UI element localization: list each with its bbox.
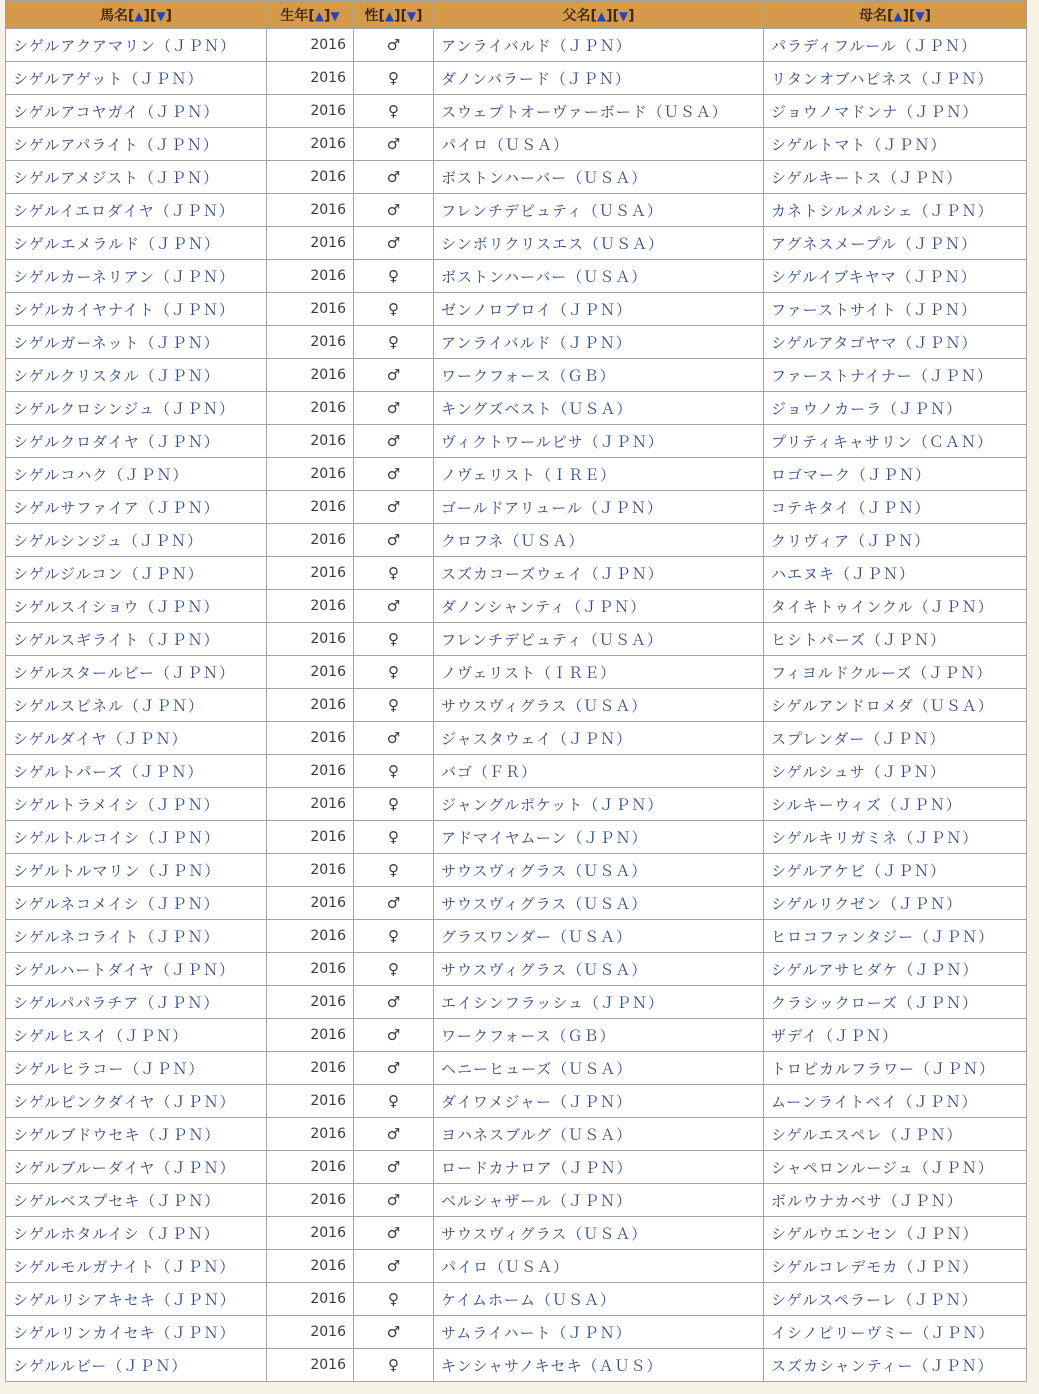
table-row xyxy=(6,95,1027,128)
birth-year: 2016 xyxy=(267,788,354,821)
sex-symbol: ♂ xyxy=(354,1019,434,1052)
birth-year: 2016 xyxy=(267,1250,354,1283)
sire-name-link[interactable]: ボストンハーバー（ＵＳＡ） xyxy=(434,161,764,194)
sire-name-link[interactable]: ケイムホーム（ＵＳＡ） xyxy=(434,1283,764,1316)
birth-year: 2016 xyxy=(267,854,354,887)
birth-year: 2016 xyxy=(267,95,354,128)
birth-year: 2016 xyxy=(267,128,354,161)
sire-name-link[interactable]: ヘニーヒューズ（ＵＳＡ） xyxy=(434,1052,764,1085)
birth-year: 2016 xyxy=(267,755,354,788)
col-header-sire-name: 父名[▲][▼] xyxy=(434,1,764,29)
horse-name-link[interactable]: シゲルヒスイ（ＪＰＮ） xyxy=(6,1019,267,1052)
table-row xyxy=(6,1217,1027,1250)
table-row xyxy=(6,458,1027,491)
sex-symbol: ♀ xyxy=(354,1349,434,1382)
sex-symbol: ♂ xyxy=(354,161,434,194)
table-row xyxy=(6,62,1027,95)
horse-name-link[interactable]: シゲルアパライト（ＪＰＮ） xyxy=(6,128,267,161)
table-row xyxy=(6,656,1027,689)
birth-year: 2016 xyxy=(267,1217,354,1250)
table-row xyxy=(6,491,1027,524)
table-row xyxy=(6,920,1027,953)
sort-desc-birth-year[interactable]: ▼ xyxy=(330,8,340,23)
col-header-sex: 性[▲][▼] xyxy=(354,1,434,29)
horse-name-link[interactable]: シゲルホタルイシ（ＪＰＮ） xyxy=(6,1217,267,1250)
birth-year: 2016 xyxy=(267,62,354,95)
sire-name-link[interactable]: ダイワメジャー（ＪＰＮ） xyxy=(434,1085,764,1118)
dam-name-link[interactable]: ヒロコファンタジー（ＪＰＮ） xyxy=(764,920,1027,953)
sire-name-link[interactable]: ダノンシャンティ（ＪＰＮ） xyxy=(434,590,764,623)
sire-name-link[interactable]: サウスヴィグラス（ＵＳＡ） xyxy=(434,953,764,986)
birth-year: 2016 xyxy=(267,887,354,920)
table-row xyxy=(6,128,1027,161)
horse-name-link[interactable]: シゲルヒラコー（ＪＰＮ） xyxy=(6,1052,267,1085)
table-row xyxy=(6,986,1027,1019)
birth-year: 2016 xyxy=(267,1349,354,1382)
dam-name-link[interactable]: シゲルキートス（ＪＰＮ） xyxy=(764,161,1027,194)
dam-name-link[interactable]: トロピカルフラワー（ＪＰＮ） xyxy=(764,1052,1027,1085)
dam-name-link[interactable]: スズカシャンティー（ＪＰＮ） xyxy=(764,1349,1027,1382)
sex-symbol: ♂ xyxy=(354,1118,434,1151)
birth-year: 2016 xyxy=(267,1283,354,1316)
sire-name-link[interactable]: ワークフォース（ＧＢ） xyxy=(434,1019,764,1052)
horse-name-link[interactable]: シゲルスギライト（ＪＰＮ） xyxy=(6,623,267,656)
dam-name-link[interactable]: タイキトゥインクル（ＪＰＮ） xyxy=(764,590,1027,623)
sex-symbol: ♂ xyxy=(354,227,434,260)
birth-year: 2016 xyxy=(267,491,354,524)
horse-name-link[interactable]: シゲルピンクダイヤ（ＪＰＮ） xyxy=(6,1085,267,1118)
horse-name-link[interactable]: シゲルガーネット（ＪＰＮ） xyxy=(6,326,267,359)
horse-name-link[interactable]: シゲルベスプセキ（ＪＰＮ） xyxy=(6,1184,267,1217)
table-row xyxy=(6,1250,1027,1283)
sire-name-link[interactable]: バゴ（ＦＲ） xyxy=(434,755,764,788)
table-row xyxy=(6,29,1027,62)
dam-name-link[interactable]: ファーストナイナー（ＪＰＮ） xyxy=(764,359,1027,392)
horse-name-link[interactable]: シゲルクロシンジュ（ＪＰＮ） xyxy=(6,392,267,425)
birth-year: 2016 xyxy=(267,1316,354,1349)
sire-name-link[interactable]: サウスヴィグラス（ＵＳＡ） xyxy=(434,887,764,920)
sire-name-link[interactable]: ゼンノロブロイ（ＪＰＮ） xyxy=(434,293,764,326)
header-row xyxy=(6,1,1027,29)
horse-name-link[interactable]: シゲルパパラチア（ＪＰＮ） xyxy=(6,986,267,1019)
table-row xyxy=(6,623,1027,656)
sex-symbol: ♂ xyxy=(354,1217,434,1250)
table-row xyxy=(6,359,1027,392)
table-row xyxy=(6,1316,1027,1349)
sire-name-link[interactable]: パイロ（ＵＳＡ） xyxy=(434,128,764,161)
table-row xyxy=(6,1184,1027,1217)
dam-name-link[interactable]: ハエヌキ（ＪＰＮ） xyxy=(764,557,1027,590)
birth-year: 2016 xyxy=(267,1118,354,1151)
sire-name-link[interactable]: サムライハート（ＪＰＮ） xyxy=(434,1316,764,1349)
sex-symbol: ♂ xyxy=(354,1316,434,1349)
sex-symbol: ♂ xyxy=(354,722,434,755)
horse-name-link[interactable]: シゲルスピネル（ＪＰＮ） xyxy=(6,689,267,722)
sire-name-link[interactable]: ベルシャザール（ＪＰＮ） xyxy=(434,1184,764,1217)
sire-name-link[interactable]: キングズベスト（ＵＳＡ） xyxy=(434,392,764,425)
table-row xyxy=(6,392,1027,425)
table-row xyxy=(6,1019,1027,1052)
birth-year: 2016 xyxy=(267,1085,354,1118)
birth-year: 2016 xyxy=(267,260,354,293)
sex-symbol: ♀ xyxy=(354,1283,434,1316)
sex-symbol: ♀ xyxy=(354,689,434,722)
dam-name-link[interactable]: シャペロンルージュ（ＪＰＮ） xyxy=(764,1151,1027,1184)
birth-year: 2016 xyxy=(267,1151,354,1184)
sire-name-link[interactable]: グラスワンダー（ＵＳＡ） xyxy=(434,920,764,953)
table-row xyxy=(6,524,1027,557)
horse-name-link[interactable]: シゲルスタールビー（ＪＰＮ） xyxy=(6,656,267,689)
sex-symbol: ♀ xyxy=(354,821,434,854)
sire-name-link[interactable]: アンライバルド（ＪＰＮ） xyxy=(434,326,764,359)
col-header-dam-name: 母名[▲][▼] xyxy=(764,1,1027,29)
sex-symbol: ♀ xyxy=(354,293,434,326)
table-row xyxy=(6,293,1027,326)
birth-year: 2016 xyxy=(267,29,354,62)
sire-name-link[interactable]: ノヴェリスト（ＩＲＥ） xyxy=(434,458,764,491)
dam-name-link[interactable]: ファーストサイト（ＪＰＮ） xyxy=(764,293,1027,326)
dam-name-link[interactable]: シゲルアタゴヤマ（ＪＰＮ） xyxy=(764,326,1027,359)
horse-name-link[interactable]: シゲルクリスタル（ＪＰＮ） xyxy=(6,359,267,392)
table-row xyxy=(6,194,1027,227)
sex-symbol: ♀ xyxy=(354,854,434,887)
sort-asc-dam-name[interactable]: ▲ xyxy=(893,8,903,23)
birth-year: 2016 xyxy=(267,590,354,623)
dam-name-link[interactable]: ボルウナカベサ（ＪＰＮ） xyxy=(764,1184,1027,1217)
dam-name-link[interactable]: シゲルキリガミネ（ＪＰＮ） xyxy=(764,821,1027,854)
sex-symbol: ♂ xyxy=(354,359,434,392)
sire-name-link[interactable]: シンボリクリスエス（ＵＳＡ） xyxy=(434,227,764,260)
horse-name-link[interactable]: シゲルトルマリン（ＪＰＮ） xyxy=(6,854,267,887)
dam-name-link[interactable]: シゲルアンドロメダ（ＵＳＡ） xyxy=(764,689,1027,722)
dam-name-link[interactable]: シゲルトマト（ＪＰＮ） xyxy=(764,128,1027,161)
sex-symbol: ♂ xyxy=(354,1052,434,1085)
sire-name-link[interactable]: フレンチデピュティ（ＵＳＡ） xyxy=(434,194,764,227)
sort-asc-sex[interactable]: ▲ xyxy=(384,8,395,23)
sire-name-link[interactable]: ダノンバラード（ＪＰＮ） xyxy=(434,62,764,95)
sire-name-link[interactable]: ジャングルポケット（ＪＰＮ） xyxy=(434,788,764,821)
table-row xyxy=(6,1052,1027,1085)
horse-name-link[interactable]: シゲルエメラルド（ＪＰＮ） xyxy=(6,227,267,260)
dam-name-link[interactable]: コテキタイ（ＪＰＮ） xyxy=(764,491,1027,524)
dam-name-link[interactable]: シゲルシュサ（ＪＰＮ） xyxy=(764,755,1027,788)
col-header-horse-name: 馬名[▲][▼] xyxy=(6,1,267,29)
table-row xyxy=(6,887,1027,920)
sire-name-link[interactable]: ヨハネスブルグ（ＵＳＡ） xyxy=(434,1118,764,1151)
dam-name-link[interactable]: プリティキャサリン（ＣＡＮ） xyxy=(764,425,1027,458)
dam-name-link[interactable]: シゲルイブキヤマ（ＪＰＮ） xyxy=(764,260,1027,293)
sire-name-link[interactable]: ボストンハーバー（ＵＳＡ） xyxy=(434,260,764,293)
sex-symbol: ♀ xyxy=(354,755,434,788)
dam-name-link[interactable]: ムーンライトベイ（ＪＰＮ） xyxy=(764,1085,1027,1118)
dam-name-link[interactable]: ロゴマーク（ＪＰＮ） xyxy=(764,458,1027,491)
sex-symbol: ♂ xyxy=(354,1184,434,1217)
sire-name-link[interactable]: ジャスタウェイ（ＪＰＮ） xyxy=(434,722,764,755)
table-row xyxy=(6,161,1027,194)
sort-desc-sire-name[interactable]: ▼ xyxy=(618,8,629,23)
birth-year: 2016 xyxy=(267,920,354,953)
table-row xyxy=(6,1283,1027,1316)
horse-name-link[interactable]: シゲルカイヤナイト（ＪＰＮ） xyxy=(6,293,267,326)
sex-symbol: ♀ xyxy=(354,62,434,95)
horse-name-link[interactable]: シゲルハートダイヤ（ＪＰＮ） xyxy=(6,953,267,986)
birth-year: 2016 xyxy=(267,1019,354,1052)
birth-year: 2016 xyxy=(267,722,354,755)
sire-name-link[interactable]: エイシンフラッシュ（ＪＰＮ） xyxy=(434,986,764,1019)
sex-symbol: ♂ xyxy=(354,986,434,1019)
sex-symbol: ♂ xyxy=(354,1250,434,1283)
dam-name-link[interactable]: クラシックローズ（ＪＰＮ） xyxy=(764,986,1027,1019)
horse-name-link[interactable]: シゲルモルガナイト（ＪＰＮ） xyxy=(6,1250,267,1283)
horse-name-link[interactable]: シゲルスイショウ（ＪＰＮ） xyxy=(6,590,267,623)
dam-name-link[interactable]: ジョウノマドンナ（ＪＰＮ） xyxy=(764,95,1027,128)
table-row xyxy=(6,854,1027,887)
birth-year: 2016 xyxy=(267,326,354,359)
horse-name-link[interactable]: シゲルトパーズ（ＪＰＮ） xyxy=(6,755,267,788)
table-row xyxy=(6,1151,1027,1184)
horse-name-link[interactable]: シゲルカーネリアン（ＪＰＮ） xyxy=(6,260,267,293)
table-row xyxy=(6,755,1027,788)
horse-name-link[interactable]: シゲルサファイア（ＪＰＮ） xyxy=(6,491,267,524)
sire-name-link[interactable]: ロードカナロア（ＪＰＮ） xyxy=(434,1151,764,1184)
birth-year: 2016 xyxy=(267,458,354,491)
sire-name-link[interactable]: アドマイヤムーン（ＪＰＮ） xyxy=(434,821,764,854)
dam-name-link[interactable]: シルキーウィズ（ＪＰＮ） xyxy=(764,788,1027,821)
dam-name-link[interactable]: シゲルアケビ（ＪＰＮ） xyxy=(764,854,1027,887)
sex-symbol: ♀ xyxy=(354,260,434,293)
horse-name-link[interactable]: シゲルジルコン（ＪＰＮ） xyxy=(6,557,267,590)
sort-desc-sex[interactable]: ▼ xyxy=(406,8,417,23)
sort-desc-horse-name[interactable]: ▼ xyxy=(156,8,166,23)
birth-year: 2016 xyxy=(267,425,354,458)
table-body xyxy=(6,29,1027,1382)
table-row xyxy=(6,1085,1027,1118)
sex-symbol: ♂ xyxy=(354,194,434,227)
dam-name-link[interactable]: クリヴィア（ＪＰＮ） xyxy=(764,524,1027,557)
table-row xyxy=(6,557,1027,590)
sort-asc-sire-name[interactable]: ▲ xyxy=(596,8,607,23)
dam-name-link[interactable]: イシノピリーヴミー（ＪＰＮ） xyxy=(764,1316,1027,1349)
horse-name-link[interactable]: シゲルリンカイセキ（ＪＰＮ） xyxy=(6,1316,267,1349)
table-row xyxy=(6,821,1027,854)
horse-name-link[interactable]: シゲルブルーダイヤ（ＪＰＮ） xyxy=(6,1151,267,1184)
horse-name-link[interactable]: シゲルルビー（ＪＰＮ） xyxy=(6,1349,267,1382)
sex-symbol: ♂ xyxy=(354,29,434,62)
sex-symbol: ♂ xyxy=(354,524,434,557)
dam-name-link[interactable]: シゲルアサヒダケ（ＪＰＮ） xyxy=(764,953,1027,986)
sire-name-link[interactable]: パイロ（ＵＳＡ） xyxy=(434,1250,764,1283)
horse-name-link[interactable]: シゲルブドウセキ（ＪＰＮ） xyxy=(6,1118,267,1151)
birth-year: 2016 xyxy=(267,392,354,425)
horse-name-link[interactable]: シゲルトラメイシ（ＪＰＮ） xyxy=(6,788,267,821)
horse-name-link[interactable]: シゲルイエロダイヤ（ＪＰＮ） xyxy=(6,194,267,227)
sex-symbol: ♂ xyxy=(354,425,434,458)
table-row xyxy=(6,260,1027,293)
sire-name-link[interactable]: アンライバルド（ＪＰＮ） xyxy=(434,29,764,62)
dam-name-link[interactable]: シゲルリクゼン（ＪＰＮ） xyxy=(764,887,1027,920)
sex-symbol: ♂ xyxy=(354,887,434,920)
sire-name-link[interactable]: ヴィクトワールピサ（ＪＰＮ） xyxy=(434,425,764,458)
sire-name-link[interactable]: サウスヴィグラス（ＵＳＡ） xyxy=(434,854,764,887)
horse-name-link[interactable]: シゲルトルコイシ（ＪＰＮ） xyxy=(6,821,267,854)
sex-symbol: ♂ xyxy=(354,491,434,524)
sex-symbol: ♀ xyxy=(354,326,434,359)
birth-year: 2016 xyxy=(267,557,354,590)
sire-name-link[interactable]: サウスヴィグラス（ＵＳＡ） xyxy=(434,689,764,722)
horse-name-link[interactable]: シゲルアゲット（ＪＰＮ） xyxy=(6,62,267,95)
sire-name-link[interactable]: ワークフォース（ＧＢ） xyxy=(434,359,764,392)
birth-year: 2016 xyxy=(267,194,354,227)
sex-symbol: ♀ xyxy=(354,1085,434,1118)
sex-symbol: ♀ xyxy=(354,656,434,689)
table-row xyxy=(6,953,1027,986)
sort-asc-horse-name[interactable]: ▲ xyxy=(134,8,144,23)
horse-name-link[interactable]: シゲルネコメイシ（ＪＰＮ） xyxy=(6,887,267,920)
dam-name-link[interactable]: シゲルウエンセン（ＪＰＮ） xyxy=(764,1217,1027,1250)
dam-name-link[interactable]: ザデイ（ＪＰＮ） xyxy=(764,1019,1027,1052)
sire-name-link[interactable]: スウェプトオーヴァーボード（ＵＳＡ） xyxy=(434,95,764,128)
sire-name-link[interactable]: サウスヴィグラス（ＵＳＡ） xyxy=(434,1217,764,1250)
horse-table xyxy=(5,0,1027,1382)
dam-name-link[interactable]: リタンオブハピネス（ＪＰＮ） xyxy=(764,62,1027,95)
birth-year: 2016 xyxy=(267,656,354,689)
horse-name-link[interactable]: シゲルクロダイヤ（ＪＰＮ） xyxy=(6,425,267,458)
sire-name-link[interactable]: ノヴェリスト（ＩＲＥ） xyxy=(434,656,764,689)
sex-symbol: ♀ xyxy=(354,623,434,656)
sire-name-link[interactable]: フレンチデピュティ（ＵＳＡ） xyxy=(434,623,764,656)
table-row xyxy=(6,590,1027,623)
dam-name-link[interactable]: ヒシトパーズ（ＪＰＮ） xyxy=(764,623,1027,656)
birth-year: 2016 xyxy=(267,161,354,194)
sex-symbol: ♀ xyxy=(354,95,434,128)
birth-year: 2016 xyxy=(267,1052,354,1085)
sex-symbol: ♀ xyxy=(354,788,434,821)
col-header-birth-year: 生年[▲]▼ xyxy=(267,1,354,29)
birth-year: 2016 xyxy=(267,821,354,854)
sex-symbol: ♂ xyxy=(354,1151,434,1184)
horse-name-link[interactable]: シゲルアクアマリン（ＪＰＮ） xyxy=(6,29,267,62)
table-row xyxy=(6,326,1027,359)
dam-name-link[interactable]: アグネスメープル（ＪＰＮ） xyxy=(764,227,1027,260)
dam-name-link[interactable]: シゲルスペラーレ（ＪＰＮ） xyxy=(764,1283,1027,1316)
sort-asc-birth-year[interactable]: ▲ xyxy=(314,8,324,23)
birth-year: 2016 xyxy=(267,689,354,722)
birth-year: 2016 xyxy=(267,623,354,656)
sex-symbol: ♂ xyxy=(354,458,434,491)
sort-desc-dam-name[interactable]: ▼ xyxy=(915,8,925,23)
sex-symbol: ♀ xyxy=(354,557,434,590)
horse-name-link[interactable]: シゲルダイヤ（ＪＰＮ） xyxy=(6,722,267,755)
sex-symbol: ♀ xyxy=(354,920,434,953)
sex-symbol: ♂ xyxy=(354,392,434,425)
horse-name-link[interactable]: シゲルアメジスト（ＪＰＮ） xyxy=(6,161,267,194)
dam-name-link[interactable]: スプレンダー（ＪＰＮ） xyxy=(764,722,1027,755)
dam-name-link[interactable]: パラディフルール（ＪＰＮ） xyxy=(764,29,1027,62)
horse-name-link[interactable]: シゲルリシアキセキ（ＪＰＮ） xyxy=(6,1283,267,1316)
birth-year: 2016 xyxy=(267,1184,354,1217)
dam-name-link[interactable]: フィヨルドクルーズ（ＪＰＮ） xyxy=(764,656,1027,689)
table-row xyxy=(6,1349,1027,1382)
birth-year: 2016 xyxy=(267,359,354,392)
sex-symbol: ♂ xyxy=(354,128,434,161)
table-row xyxy=(6,1118,1027,1151)
birth-year: 2016 xyxy=(267,986,354,1019)
table-row xyxy=(6,689,1027,722)
sire-name-link[interactable]: スズカコーズウェイ（ＪＰＮ） xyxy=(434,557,764,590)
table-row xyxy=(6,425,1027,458)
dam-name-link[interactable]: ジョウノカーラ（ＪＰＮ） xyxy=(764,392,1027,425)
sire-name-link[interactable]: クロフネ（ＵＳＡ） xyxy=(434,524,764,557)
horse-name-link[interactable]: シゲルコハク（ＪＰＮ） xyxy=(6,458,267,491)
sex-symbol: ♀ xyxy=(354,953,434,986)
dam-name-link[interactable]: シゲルエスペレ（ＪＰＮ） xyxy=(764,1118,1027,1151)
birth-year: 2016 xyxy=(267,524,354,557)
dam-name-link[interactable]: カネトシルメルシェ（ＪＰＮ） xyxy=(764,194,1027,227)
horse-name-link[interactable]: シゲルシンジュ（ＪＰＮ） xyxy=(6,524,267,557)
table-row xyxy=(6,227,1027,260)
table-row xyxy=(6,788,1027,821)
table-row xyxy=(6,722,1027,755)
sire-name-link[interactable]: ゴールドアリュール（ＪＰＮ） xyxy=(434,491,764,524)
horse-name-link[interactable]: シゲルアコヤガイ（ＪＰＮ） xyxy=(6,95,267,128)
birth-year: 2016 xyxy=(267,227,354,260)
horse-name-link[interactable]: シゲルネコライト（ＪＰＮ） xyxy=(6,920,267,953)
dam-name-link[interactable]: シゲルコレデモカ（ＪＰＮ） xyxy=(764,1250,1027,1283)
sire-name-link[interactable]: キンシャサノキセキ（ＡＵＳ） xyxy=(434,1349,764,1382)
sex-symbol: ♂ xyxy=(354,590,434,623)
birth-year: 2016 xyxy=(267,953,354,986)
birth-year: 2016 xyxy=(267,293,354,326)
